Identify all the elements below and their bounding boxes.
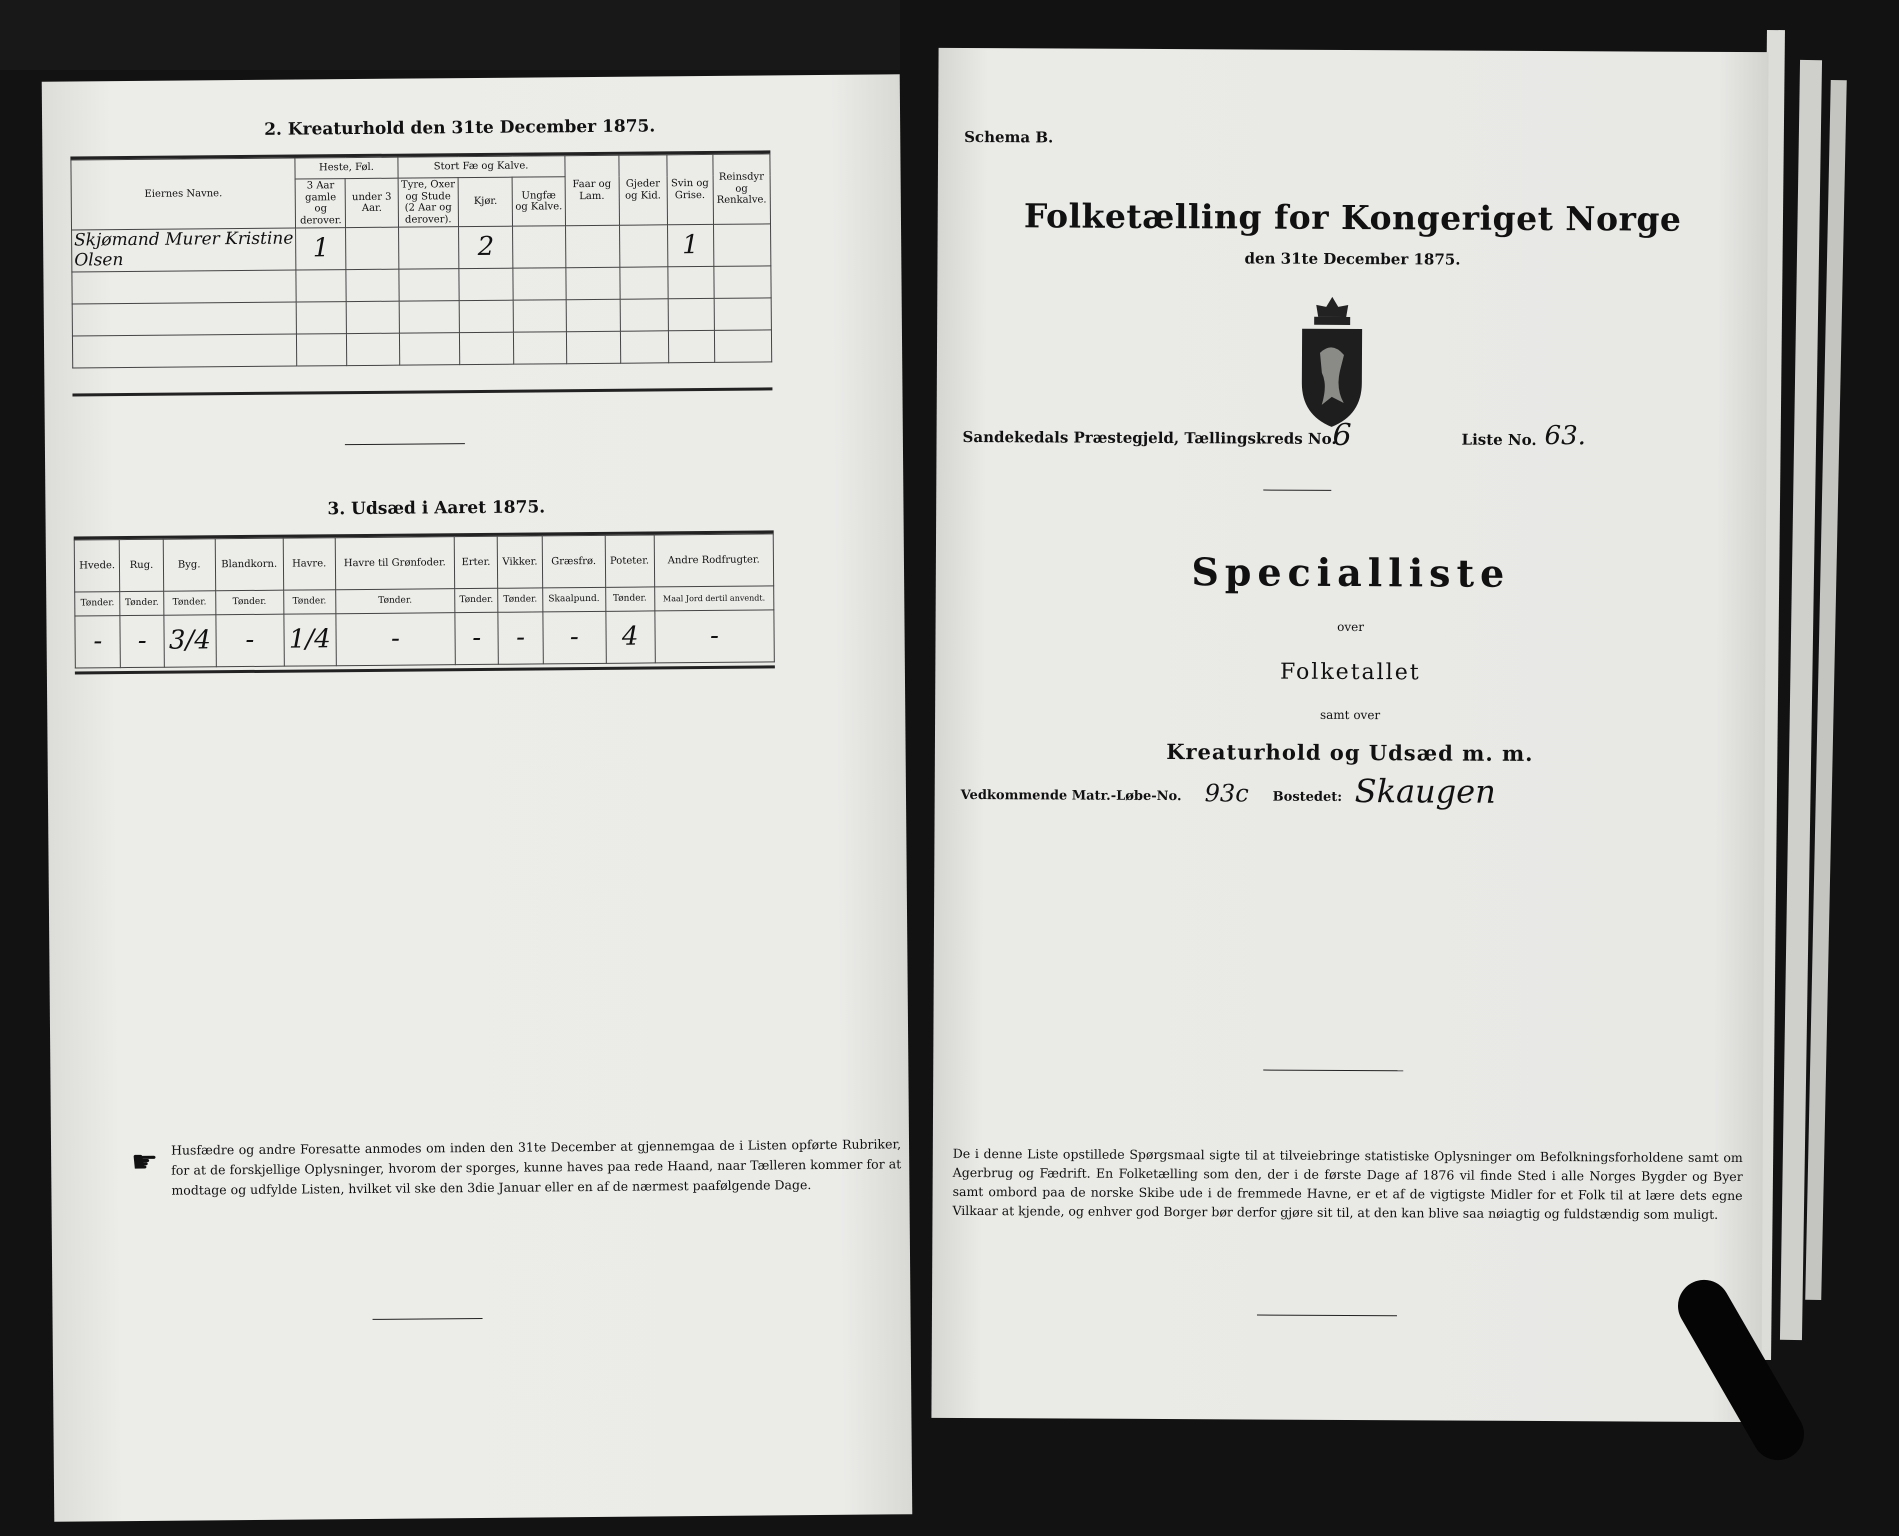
main-title: Folketælling for Kongeriget Norge xyxy=(1023,196,1682,239)
unit: Tønder. xyxy=(498,588,543,612)
unit: Maal Jord dertil anvendt. xyxy=(654,586,774,611)
right-page xyxy=(931,48,1768,1422)
specialliste-heading: Specialliste xyxy=(1191,549,1511,596)
divider xyxy=(1263,490,1331,491)
unit: Tønder. xyxy=(335,589,454,614)
value: 3/4 xyxy=(164,615,217,667)
sowing-table xyxy=(74,533,775,668)
unit: Tønder. xyxy=(283,590,335,614)
col-reindeer: Reinsdyr og Renkalve. xyxy=(713,154,771,224)
hdr-graesfro: Græsfrø. xyxy=(542,535,605,588)
col-pigs: Svin og Grise. xyxy=(667,154,714,224)
value: - xyxy=(543,611,606,664)
empty-cell xyxy=(619,225,667,268)
kreaturhold-heading: Kreaturhold og Udsæd m. m. xyxy=(1166,739,1534,766)
col-sheep: Faar og Lam. xyxy=(564,155,619,225)
cows-value: 2 xyxy=(459,226,514,269)
folketallet-heading: Folketallet xyxy=(1279,659,1421,686)
pointing-hand-icon: ☛ xyxy=(131,1144,159,1181)
empty-cell xyxy=(346,227,399,270)
parish-label: Sandekedals Præstegjeld, Tællingskreds No. xyxy=(962,427,1337,448)
value: - xyxy=(498,612,543,664)
value: 1/4 xyxy=(284,614,337,666)
subtitle: den 31te December 1875. xyxy=(1244,249,1461,269)
unit: Tønder. xyxy=(163,591,215,615)
unit: Tønder. xyxy=(216,590,284,615)
col-horses-young: under 3 Aar. xyxy=(346,178,399,227)
divider xyxy=(345,443,465,445)
list-label: Liste No. xyxy=(1461,430,1537,449)
section2-title: 2. Kreaturhold den 31te December 1875. xyxy=(264,116,656,140)
schema-label: Schema B. xyxy=(964,127,1054,147)
list-number: 63. xyxy=(1544,421,1587,452)
notice-text: Husfædre og andre Foresatte anmodes om inden den 31te December at gjennemgaa de i Listen opførte Rubriker, for at de forskjellige Oplysninger, hvorom der sporges, kunne haves paa rede Haand, naar Tælleren kommer for at modtage og udfylde Listen, hvilket vil ske den 3die Januar eller en af de nærmest paafølgende Dage. xyxy=(170,1136,902,1198)
hdr-havre: Havre. xyxy=(283,538,336,590)
coat-of-arms-icon xyxy=(1292,293,1373,433)
table-row xyxy=(72,224,771,272)
empty-cell xyxy=(565,225,620,268)
value: - xyxy=(654,610,774,663)
hdr-havre-gronfoder: Havre til Grønfoder. xyxy=(335,537,455,590)
col-goats: Gjeder og Kid. xyxy=(619,155,668,225)
matr-number: 93c xyxy=(1204,779,1249,808)
col-cattle: Stort Fæ og Kalve. xyxy=(397,156,564,178)
sowing-value-row xyxy=(75,610,774,668)
empty-cell xyxy=(713,224,771,267)
unit: Tønder. xyxy=(75,592,121,616)
hdr-blandkorn: Blandkorn. xyxy=(215,538,283,591)
left-page xyxy=(42,74,913,1521)
empty-cell xyxy=(398,227,459,270)
hdr-hvede: Hvede. xyxy=(74,540,120,592)
value: 4 xyxy=(605,611,655,663)
section3-title: 3. Udsæd i Aaret 1875. xyxy=(327,497,546,520)
col-cows: Kjør. xyxy=(458,177,513,226)
pigs-value: 1 xyxy=(667,224,713,266)
col-owner: Eiernes Navne. xyxy=(71,158,296,230)
matr-label: Vedkommende Matr.-Løbe-No. xyxy=(960,787,1182,805)
col-calves: Ungfæ og Kalve. xyxy=(512,177,565,226)
hdr-vikker: Vikker. xyxy=(497,536,542,588)
livestock-table xyxy=(70,153,772,368)
unit: Tønder. xyxy=(120,591,163,615)
footer-text: De i denne Liste opstillede Spørgsmaal sigte til at tilveiebringe statistiske Oplysninger om Befolkningsforholdene samt om Agerbrug og Fædrift. En Folketælling som den, der i de første Dage af 1876 vil finde Sted i alle Norges Bygder og Byer samt ombord paa de norske Skibe ude i de fremmede Havne, er et af de vigtigste Midler for et Folk til at lære dets egne Vilkaar at kjende, og enhver god Borger bør derfor gjøre sit til, at den kan blive saa nøiagtig og fuldstændig som muligt. xyxy=(952,1145,1743,1222)
bostedet-value: Skaugen xyxy=(1354,772,1496,811)
col-horses: Heste, Føl. xyxy=(295,157,397,179)
bostedet-label: Bostedet: xyxy=(1272,789,1343,805)
hdr-rodfrugter: Andre Rodfrugter. xyxy=(654,534,774,587)
divider xyxy=(1257,1315,1397,1317)
value: - xyxy=(75,616,121,668)
value: - xyxy=(455,612,499,664)
unit: Tønder. xyxy=(605,587,654,611)
horses-old-value: 1 xyxy=(296,228,346,271)
divider xyxy=(1263,1070,1403,1072)
scan-background xyxy=(0,0,900,70)
unit: Tønder. xyxy=(455,588,498,612)
empty-cell xyxy=(513,226,566,269)
value: - xyxy=(336,613,456,666)
owner-name: Skjømand Murer Kristine Olsen xyxy=(72,228,297,272)
over-text: over xyxy=(1337,619,1365,635)
hdr-erter: Erter. xyxy=(454,536,498,588)
hdr-rug: Rug. xyxy=(120,539,164,591)
value: - xyxy=(120,615,164,667)
unit: Skaalpund. xyxy=(543,587,606,612)
samt-over-text: samt over xyxy=(1319,707,1381,723)
hdr-poteter: Poteter. xyxy=(605,535,655,587)
col-horses-old: 3 Aar gamle og derover. xyxy=(295,179,346,228)
district-number: 6 xyxy=(1332,417,1352,454)
divider xyxy=(373,1318,483,1320)
divider xyxy=(72,387,772,396)
col-oxen: Tyre, Oxer og Stude (2 Aar og derover). xyxy=(398,178,459,228)
sowing-header-row xyxy=(74,534,773,592)
hdr-byg: Byg. xyxy=(163,539,216,591)
value: - xyxy=(216,614,284,667)
